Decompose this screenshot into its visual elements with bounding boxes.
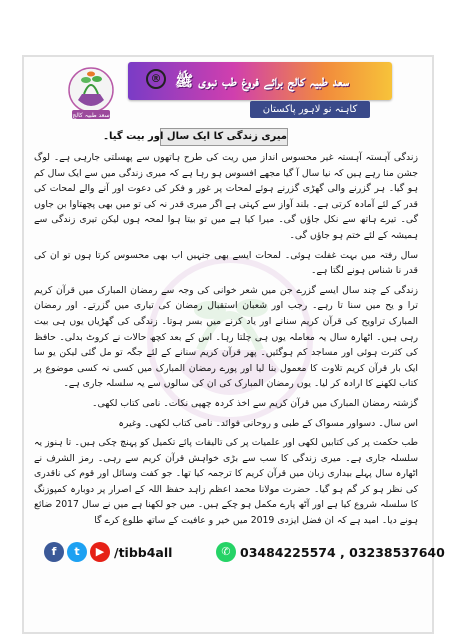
article-heading: میری زندگی کا ایک سال اور بیت گیا۔ <box>160 128 288 146</box>
whatsapp-icon[interactable]: ✆ <box>216 542 236 562</box>
phone-contact <box>216 540 445 564</box>
registered-mark: ® <box>146 69 166 89</box>
facebook-icon[interactable]: f <box>44 542 64 562</box>
twitter-icon[interactable]: t <box>67 542 87 562</box>
paragraph: طب حکمت پر کی کتابیں لکھی اور علمیات پر کی تالیفات پائے تکمیل کو پہنچ چکی ہیں۔ تا ہنوز یہ سلسلہ جاری ہے۔ میری زندگی کا سب سے بڑی خواہش قرآن کریم سے رہی۔ رمز الشرف نے اٹھارہ سال پہلے بیداری زبان میں قرآن کریم کا ترجمہ کیا تھا۔ جو کفت وسائل اور قوم کی ناقدری کی نظر ہو کر گم ہو گیا۔ حضرت مولانا محمد اعظم زاہد حفظ اللہ کے اصرار پر دوبارہ کمپوزنگ کا سلسلہ شروع کیا ہے اور آٹھ پارے مکمل ہو چکے ہیں۔ میں جو لکھنا ہے میں نے سال 2017 ضائع ہونے دیا۔ امید ہے کہ ان فضل ایزدی 2019 میں خیر و عافیت کے ساتھ طلوع کرے گا <box>34 437 418 527</box>
paragraph: گزشتہ رمضان المبارک میں قرآن کریم سے اخذ کردہ چھپی نکات۔ نامی کتاب لکھی۔ <box>92 397 418 409</box>
logo-caption: سعد طبیہ کالج <box>72 112 110 119</box>
paragraph: اس سال۔ دسواور مسواک کے طبی و روحانی فوائد۔ نامی کتاب لکھی۔ وغیرہ <box>118 417 418 429</box>
contact-footer <box>44 540 445 564</box>
social-handle-text[interactable]: /tibb4all <box>114 544 173 560</box>
social-handle <box>44 540 172 564</box>
youtube-icon[interactable]: ▶ <box>90 542 110 562</box>
college-location: کاہنہ نو لاہور پاکستان <box>262 104 358 115</box>
college-title: سعد طبیہ کالج برائے فروغ طب نبوی ﷺ <box>174 72 350 90</box>
phone-numbers[interactable]: 03484225574 , 03238537640 <box>240 544 445 560</box>
paragraph: زندگی کے چند سال ایسے گزرے جن میں شعر خوانی کی وجہ سے رمضان المبارک میں قرآن کریم ترا و یح میں سنا تا رہے۔ رجب اور شعبان استقبال رمضان کی تیاری میں گزرتے۔ اور رمضان المبارک تراویح کی قرآن کریم سنانے اور یاد کرنے میں بسر ہوتا۔ زندگی کی گھڑیاں یوں ہی بیت رہی ہیں۔ اٹھارہ سال یہ معاملہ یوں ہی چلتا رہا۔ اس کے بعد کچھ حالات نے کروٹ بدلی۔ حافظ کی کثرت ہوئی اور مساجد کم ہوگئیں۔ پھر قرآن کریم سنانے کے لئے جگہ تو مل گئی لیکن یو سا ایک بار قرآن کریم تلاوت کا معمول بنا لیا اور پورے رمضان المبارک میں کسی نہ کسی موضوع پر کتاب لکھنے کا ارادہ کر لیا۔ یوں رمضان المبارک کی ان کی سالوں سے یہ سلسلہ جاری ہے۔ <box>34 284 418 390</box>
article-body <box>34 150 418 527</box>
paragraph: سال رفتہ میں بہت غفلت ہوئی۔ لمحات ایسے بھی جنہیں اب بھی محسوس کرتا ہوں تو ان کی قدر نا شناس ہونے لگتا ہے۔ <box>34 249 418 277</box>
paragraph: زندگی آہستہ آہستہ غیر محسوس انداز میں ریت کی طرح ہاتھوں سے پھسلتی جارہی ہے۔ لوگ جشن منا رہے ہیں کہ نیا سال آ گیا مجھے افسوس ہو رہا ہے کہ میری زندگی میں سے ایک سال کم ہو گیا۔ ہر گزرنے والی گھڑی گزرنے ہوئے لمحات پر غور و فکر کی دعوت اور آنے والے لمحات کی قدر کے لئے آمادہ کرتی ہے۔ بلند آواز سے کہتی ہے اگر میری قدر نہ کی تو میں بھی پچھتاوا بن جاوں گی۔ تیرے ہاتھ سے نکل جاؤں گی۔ میرا کیا ہے میں تو بیتا ہوا لمحہ ہوں لیکن تیری زندگی سے ہمیشہ کے لئے ختم ہو جاؤں گی۔ <box>34 152 418 241</box>
